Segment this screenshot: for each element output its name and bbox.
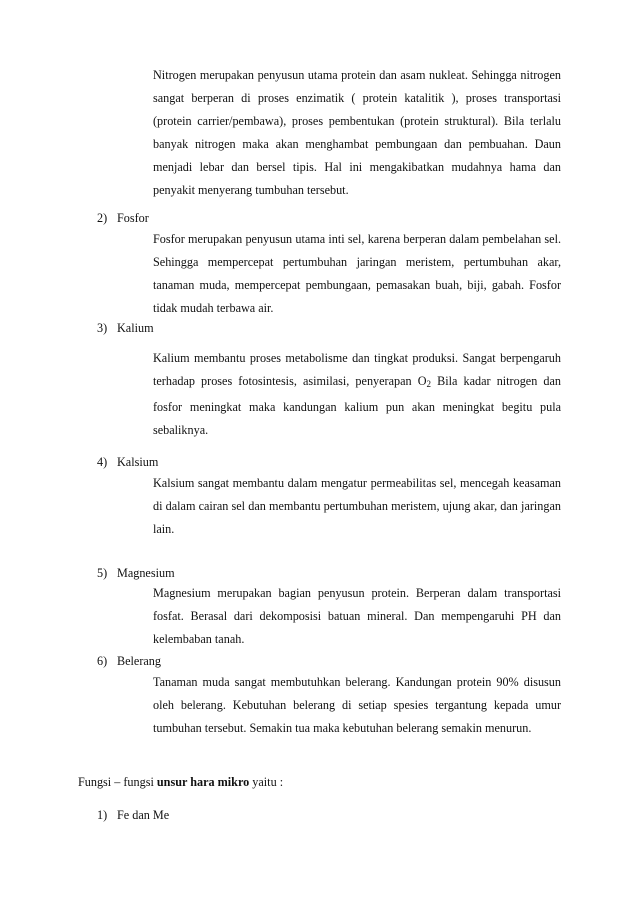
heading-belerang	[97, 651, 161, 671]
heading-kalium	[97, 318, 154, 338]
kalium-text-part2: Bila kadar nitrogen dan fosfor meningkat maka kandungan kalium pun akan meningkat begitu pula sebaliknya.	[153, 374, 561, 438]
kalium-paragraph	[153, 347, 561, 442]
micro-suffix: yaitu :	[249, 775, 284, 789]
item-title: Kalium	[117, 321, 154, 335]
heading-fosfor	[97, 208, 149, 228]
nitrogen-paragraph: Nitrogen merupakan penyusun utama protein dan asam nukleat. Sehingga nitrogen sangat berperan di proses enzimatik ( protein katalitik ), proses transportasi (protein carrier/pembawa), proses pembentukan (protein struktural). Bila terlalu banyak nitrogen maka akan menghambat pembungaan dan pembuahan. Daun menjadi lebar dan bersel tipis. Hal ini mengakibatkan mudahnya hama dan penyakit menyerang tumbuhan tersebut.	[153, 68, 561, 198]
item-number: 1)	[97, 808, 108, 822]
kalium-subscript: 2	[426, 379, 432, 390]
item-title: Fosfor	[117, 211, 149, 225]
magnesium-paragraph: Magnesium merupakan bagian penyusun protein. Berperan dalam transportasi fosfat. Berasal dari dekomposisi batuan mineral. Dan mempengaruhi PH dan kelembaban tanah.	[153, 586, 561, 647]
item-number: 6)	[97, 654, 108, 668]
micro-bold: unsur hara mikro	[156, 775, 250, 789]
item-number: 3)	[97, 321, 108, 335]
heading-magnesium	[97, 563, 175, 583]
item-title: Fe dan Me	[117, 808, 170, 822]
item-title: Kalsium	[117, 455, 159, 469]
belerang-paragraph: Tanaman muda sangat membutuhkan belerang. Kandungan protein 90% disusun oleh belerang. Kebutuhan belerang di setiap spesies tergantung kepada umur tumbuhan tersebut. Semakin tua maka kebutuhan belerang semakin menurun.	[153, 675, 561, 736]
micro-prefix: Fungsi – fungsi	[78, 775, 157, 789]
kalium-text-part1: Kalium membantu proses metabolisme dan tingkat produksi. Sangat berpengaruh terhadap proses fotosintesis, asimilasi, penyerapan O	[153, 351, 561, 389]
item-title: Belerang	[117, 654, 161, 668]
micro-section-intro	[78, 772, 283, 792]
fosfor-paragraph: Fosfor merupakan penyusun utama inti sel, karena berperan dalam pembelahan sel. Sehingga mempercepat pertumbuhan jaringan meristem, pertumbuhan akar, tanaman muda, mempercepat pembungaan, pemasakan buah, biji, gabah. Fosfor tidak mudah terbawa air.	[153, 232, 561, 316]
kalsium-paragraph: Kalsium sangat membantu dalam mengatur permeabilitas sel, mencegah keasaman di dalam cairan sel dan membantu pertumbuhan meristem, ujung akar, dan jaringan lain.	[153, 476, 561, 537]
item-number: 2)	[97, 211, 108, 225]
item-number: 4)	[97, 455, 108, 469]
heading-fe-dan-me	[97, 805, 169, 825]
item-number: 5)	[97, 566, 108, 580]
heading-kalsium	[97, 452, 158, 472]
item-title: Magnesium	[117, 566, 175, 580]
